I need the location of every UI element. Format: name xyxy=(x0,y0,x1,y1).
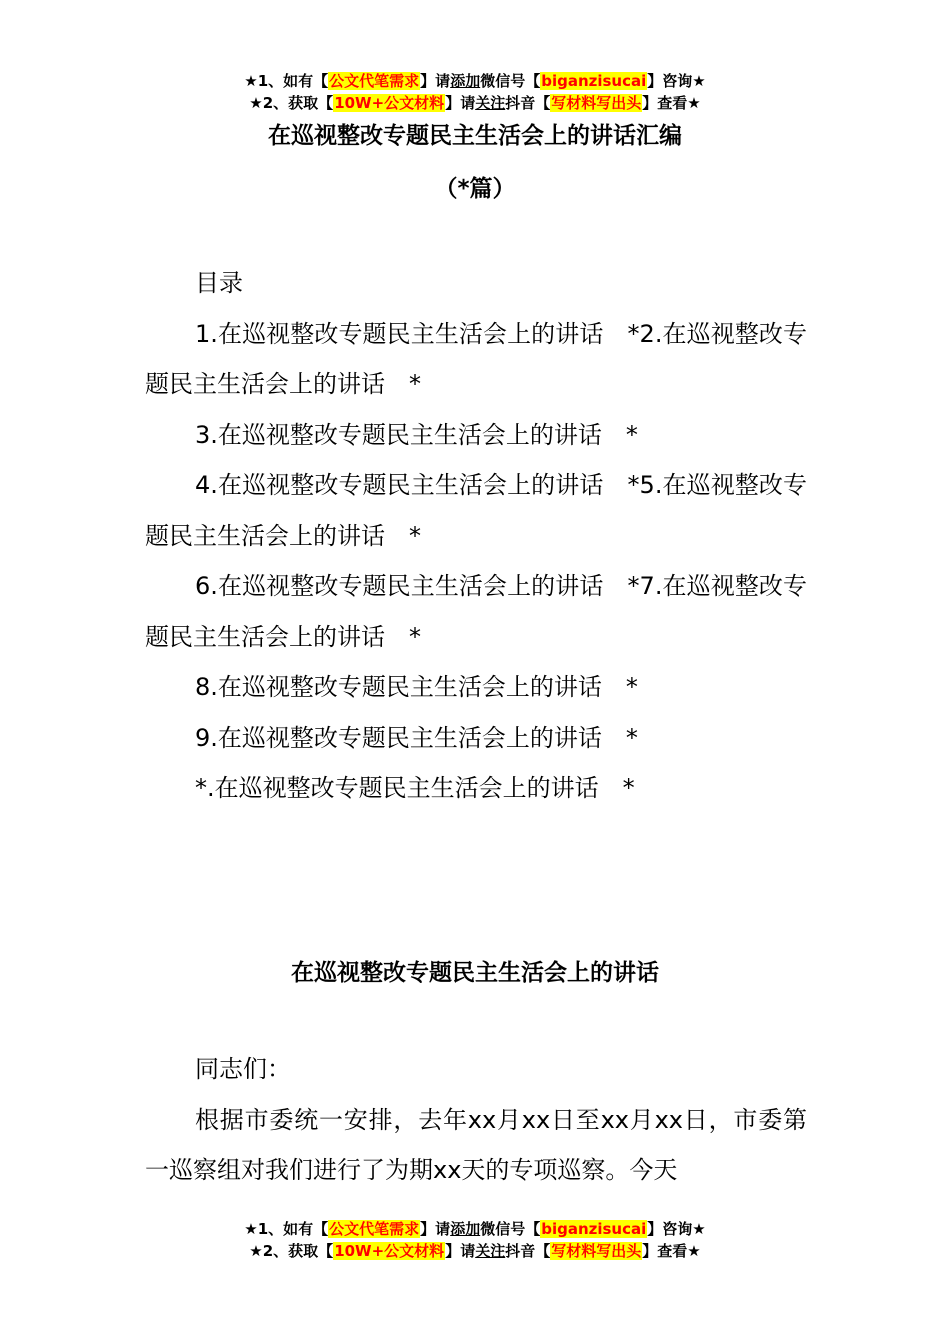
banner-underline-text: 关注 xyxy=(475,1242,506,1260)
bottom-banner xyxy=(0,1218,950,1262)
banner-highlight: biganzisucai xyxy=(541,72,647,90)
banner-line-2 xyxy=(0,92,950,114)
toc-entry: 8.在巡视整改专题民主生活会上的讲话 * xyxy=(195,673,638,701)
speech-title: 在巡视整改专题民主生活会上的讲话 xyxy=(291,960,659,986)
banner-text: 】请 xyxy=(445,94,476,112)
banner-text: 】咨询★ xyxy=(647,72,706,90)
banner-text: 抖音【 xyxy=(505,1242,551,1260)
banner-text: ★2、获取【 xyxy=(249,94,334,112)
banner-line-1 xyxy=(0,1218,950,1240)
banner-line-2 xyxy=(0,1240,950,1262)
toc-entry: *.在巡视整改专题民主生活会上的讲话 * xyxy=(195,774,635,802)
banner-underline-text: 添加 xyxy=(450,1220,481,1238)
banner-highlight: 公文代笔需求 xyxy=(329,72,420,90)
banner-text: 】查看★ xyxy=(642,1242,701,1260)
table-of-contents xyxy=(145,258,807,814)
top-banner xyxy=(0,70,950,114)
banner-underline-text: 关注 xyxy=(475,94,506,112)
banner-text: 】请 xyxy=(445,1242,476,1260)
banner-text: 】查看★ xyxy=(642,94,701,112)
banner-line-1 xyxy=(0,70,950,92)
banner-text: 微信号【 xyxy=(480,72,541,90)
banner-underline-text: 添加 xyxy=(450,72,481,90)
banner-text: ★1、如有【 xyxy=(244,72,329,90)
speech-paragraph: 根据市委统一安排，去年xx月xx日至xx月xx日，市委第一巡察组对我们进行了为期xx天的专项巡察。今天 xyxy=(145,1105,807,1184)
banner-highlight: biganzisucai xyxy=(541,1220,647,1238)
banner-highlight: 公文代笔需求 xyxy=(329,1220,420,1238)
banner-highlight: 10W+公文材料 xyxy=(334,94,445,112)
banner-text: 抖音【 xyxy=(505,94,551,112)
banner-highlight: 写材料写出头 xyxy=(551,94,642,112)
banner-text: 微信号【 xyxy=(480,1220,541,1238)
toc-entry: 9.在巡视整改专题民主生活会上的讲话 * xyxy=(195,723,638,752)
banner-text: ★1、如有【 xyxy=(244,1220,329,1238)
banner-text: ★2、获取【 xyxy=(249,1242,334,1260)
banner-text: 】请 xyxy=(420,72,451,90)
document-subtitle: （*篇） xyxy=(434,176,516,202)
banner-highlight: 10W+公文材料 xyxy=(334,1242,445,1260)
toc-heading: 目录 xyxy=(195,269,243,297)
salutation: 同志们： xyxy=(195,1055,291,1083)
banner-text: 】咨询★ xyxy=(647,1220,706,1238)
toc-entry: 4.在巡视整改专题民主生活会上的讲话 *5.在巡视整改专题民主生活会上的讲话 * xyxy=(145,471,807,550)
speech-body xyxy=(145,1044,807,1196)
document-title: 在巡视整改专题民主生活会上的讲话汇编 xyxy=(268,123,682,149)
toc-entry: 3.在巡视整改专题民主生活会上的讲话 * xyxy=(195,420,638,449)
banner-text: 】请 xyxy=(420,1220,451,1238)
banner-highlight: 写材料写出头 xyxy=(551,1242,642,1260)
toc-entry: 6.在巡视整改专题民主生活会上的讲话 *7.在巡视整改专题民主生活会上的讲话 * xyxy=(145,572,807,651)
toc-entry: 1.在巡视整改专题民主生活会上的讲话 *2.在巡视整改专题民主生活会上的讲话 * xyxy=(145,319,807,398)
